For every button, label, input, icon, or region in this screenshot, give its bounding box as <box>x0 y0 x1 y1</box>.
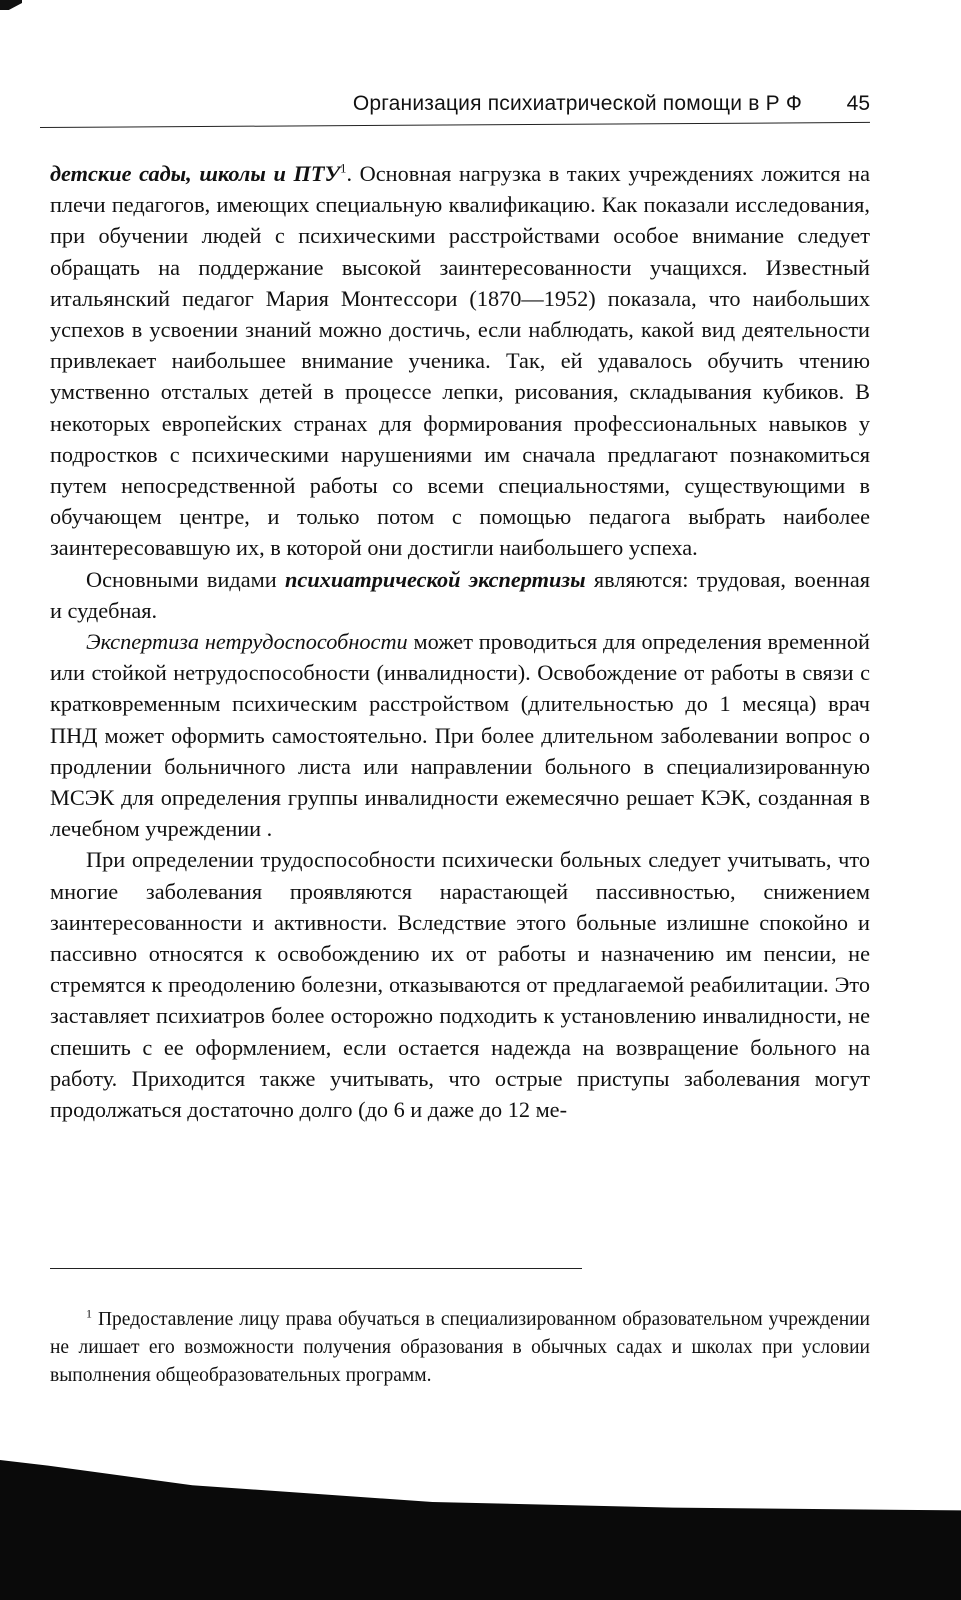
paragraph-2 <box>50 564 870 626</box>
emphasis-expertise: психиатрической экспертизы <box>285 566 586 592</box>
footnote <box>50 1306 870 1390</box>
scan-corner-mark <box>0 0 22 10</box>
paragraph-1 <box>50 158 870 564</box>
paragraph-3-text: может проводиться для определения временной или стойкой нетрудоспособности (инвалидности). Освобождение от работы в связи с кратковременным психическим расстройством (длительностью до 1 месяца) врач ПНД может оформить самостоятельно. При более длительном заболевании вопрос о продлении больничного листа или направлении больного в специализированную МСЭК для определения группы инвалидности ежемесячно решает КЭК, созданная в лечебном учреждении . <box>50 629 870 842</box>
paragraph-2-lead: Основными видами <box>86 566 286 592</box>
paragraph-2-tail: являются: трудовая, военная и судебная. <box>50 566 870 623</box>
paragraph-1-text: . Основная нагрузка в таких учреждениях ложится на плечи педагогов, имеющих специальную квалификацию. Как показали исследования, при обучении людей с психическими расстройствами особое внимание следует обращать на поддержание высокой заинтересованности учащихся. Известный итальянский педагог Мария Монтессори (1870—1952) показала, что наибольших успехов в усвоении знаний можно достичь, если наблюдать, какой вид деятельности привлекает наибольшее внимание ученика. Так, ей удавалось обучить чтению умственно отсталых детей в процессе лепки, рисования, складывания кубиков. В некоторых европейских странах для формирования профессиональных навыков у подростков с психическими нарушениями им сначала предлагают познакомиться путем непосредственной работы со всеми специальностями, существующими в обучающем центре, и только потом с помощью педагога выбрать наиболее заинтересовавшую их, в которой они достигли наибольшего успеха. <box>50 161 870 561</box>
emphasis-schools: детские сады, школы и ПТУ <box>50 161 340 186</box>
paragraph-3 <box>50 626 870 844</box>
footnote-marker: 1 <box>86 1306 92 1320</box>
term-disability-expertise: Экспертиза нетрудоспособности <box>86 629 408 655</box>
page-number: 45 <box>846 92 870 115</box>
paragraph-4: При определении трудоспособности психически больных следует учитывать, что многие заболевания проявляются нарастающей пассивностью, снижением заинтересованности и активности. Вследствие этого больные излишне спокойно и пассивно относятся к освобождению их от работы и назначению им пенсии, не стремятся к преодолению болезни, отказываются от предлагаемой реабилитации. Это заставляет психиатров более осторожно подходить к установлению инвалидности, не спешить с ее оформлением, если остается надежда на возвращение больного на работу. Приходится также учитывать, что острые приступы заболевания могут продолжаться достаточно долго (до 6 и даже до 12 ме- <box>50 847 870 1123</box>
scan-bottom-shadow <box>0 1460 961 1600</box>
footnote-separator <box>50 1268 582 1269</box>
main-text <box>50 158 870 1125</box>
footnote-ref: 1 <box>339 160 347 176</box>
running-title: Организация психиатрической помощи в Р Ф <box>352 92 802 115</box>
footnote-text: Предоставление лицу права обучаться в специализированном образовательном учреждении не лишает его возможности получения образования в обычных садах и школах при условии выполнения общеобразовательных программ. <box>50 1308 870 1386</box>
